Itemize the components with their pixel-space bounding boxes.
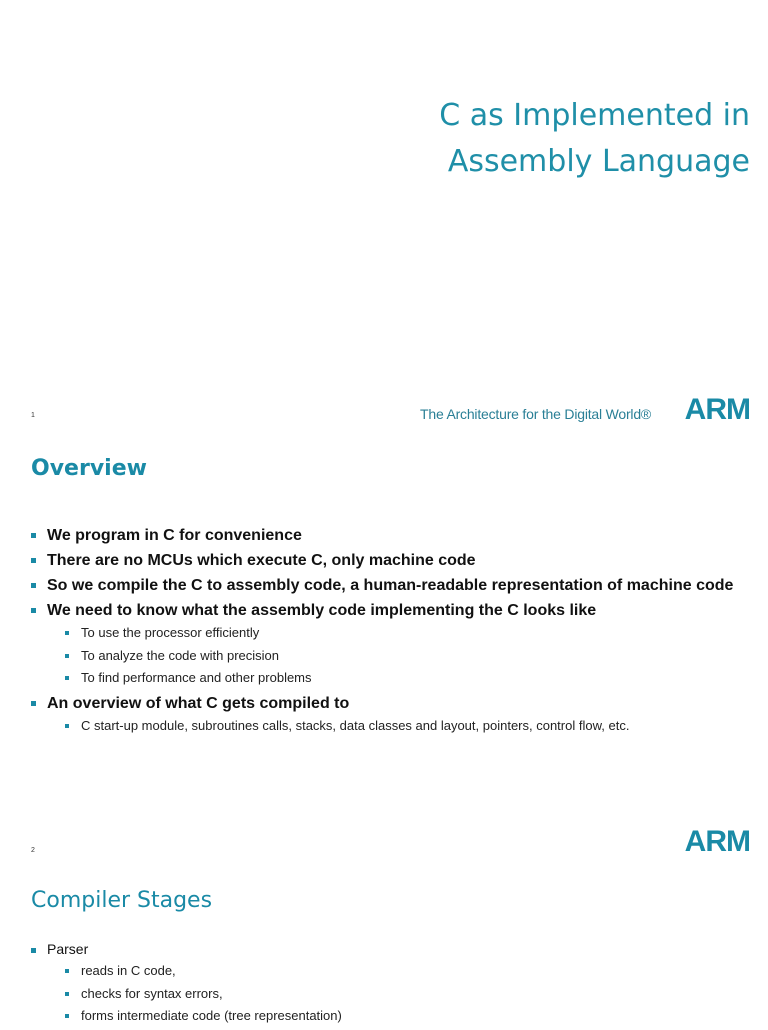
sub-list-item: To use the processor efficiently <box>47 622 738 645</box>
list-item-text: An overview of what C gets compiled to <box>47 694 350 712</box>
list-item-text: Parser <box>47 941 89 957</box>
sub-list-item: To analyze the code with precision <box>47 645 738 668</box>
list-item <box>31 692 738 738</box>
sub-list-item: C start-up module, subroutines calls, stacks, data classes and layout, pointers, control flow, etc. <box>47 715 738 738</box>
list-item-text: We need to know what the assembly code implementing the C looks like <box>47 602 597 619</box>
sub-bullet-list <box>47 622 738 690</box>
slide-overview <box>0 432 768 864</box>
list-item: We program in C for convenience <box>31 524 738 547</box>
list-item: So we compile the C to assembly code, a human-readable representation of machine code <box>31 574 738 597</box>
slide-title <box>0 0 768 432</box>
title-line-2: Assembly Language <box>447 144 750 179</box>
list-item <box>31 599 738 690</box>
sub-list-item: forms intermediate code (tree representation) <box>47 1005 738 1028</box>
list-item: There are no MCUs which execute C, only machine code <box>31 549 738 572</box>
sub-bullet-list <box>47 715 738 738</box>
slide-compiler-stages <box>0 864 768 1024</box>
presentation-title <box>439 93 750 185</box>
slide-heading: Compiler Stages <box>31 888 213 913</box>
bullet-list <box>31 524 738 739</box>
arm-logo: ARM <box>684 825 750 858</box>
bullet-list <box>31 939 738 1030</box>
sub-list-item: checks for syntax errors, <box>47 983 738 1006</box>
list-item <box>31 939 738 1028</box>
slide-heading: Overview <box>31 456 147 481</box>
slide-number: 1 <box>31 412 35 419</box>
sub-bullet-list <box>47 960 738 1028</box>
sub-list-item: reads in C code, <box>47 960 738 983</box>
sub-list-item: To find performance and other problems <box>47 667 738 690</box>
slide-number: 2 <box>31 847 35 854</box>
arm-logo: ARM <box>684 393 750 426</box>
tagline: The Architecture for the Digital World® <box>420 406 652 422</box>
title-line-1: C as Implemented in <box>439 98 750 133</box>
